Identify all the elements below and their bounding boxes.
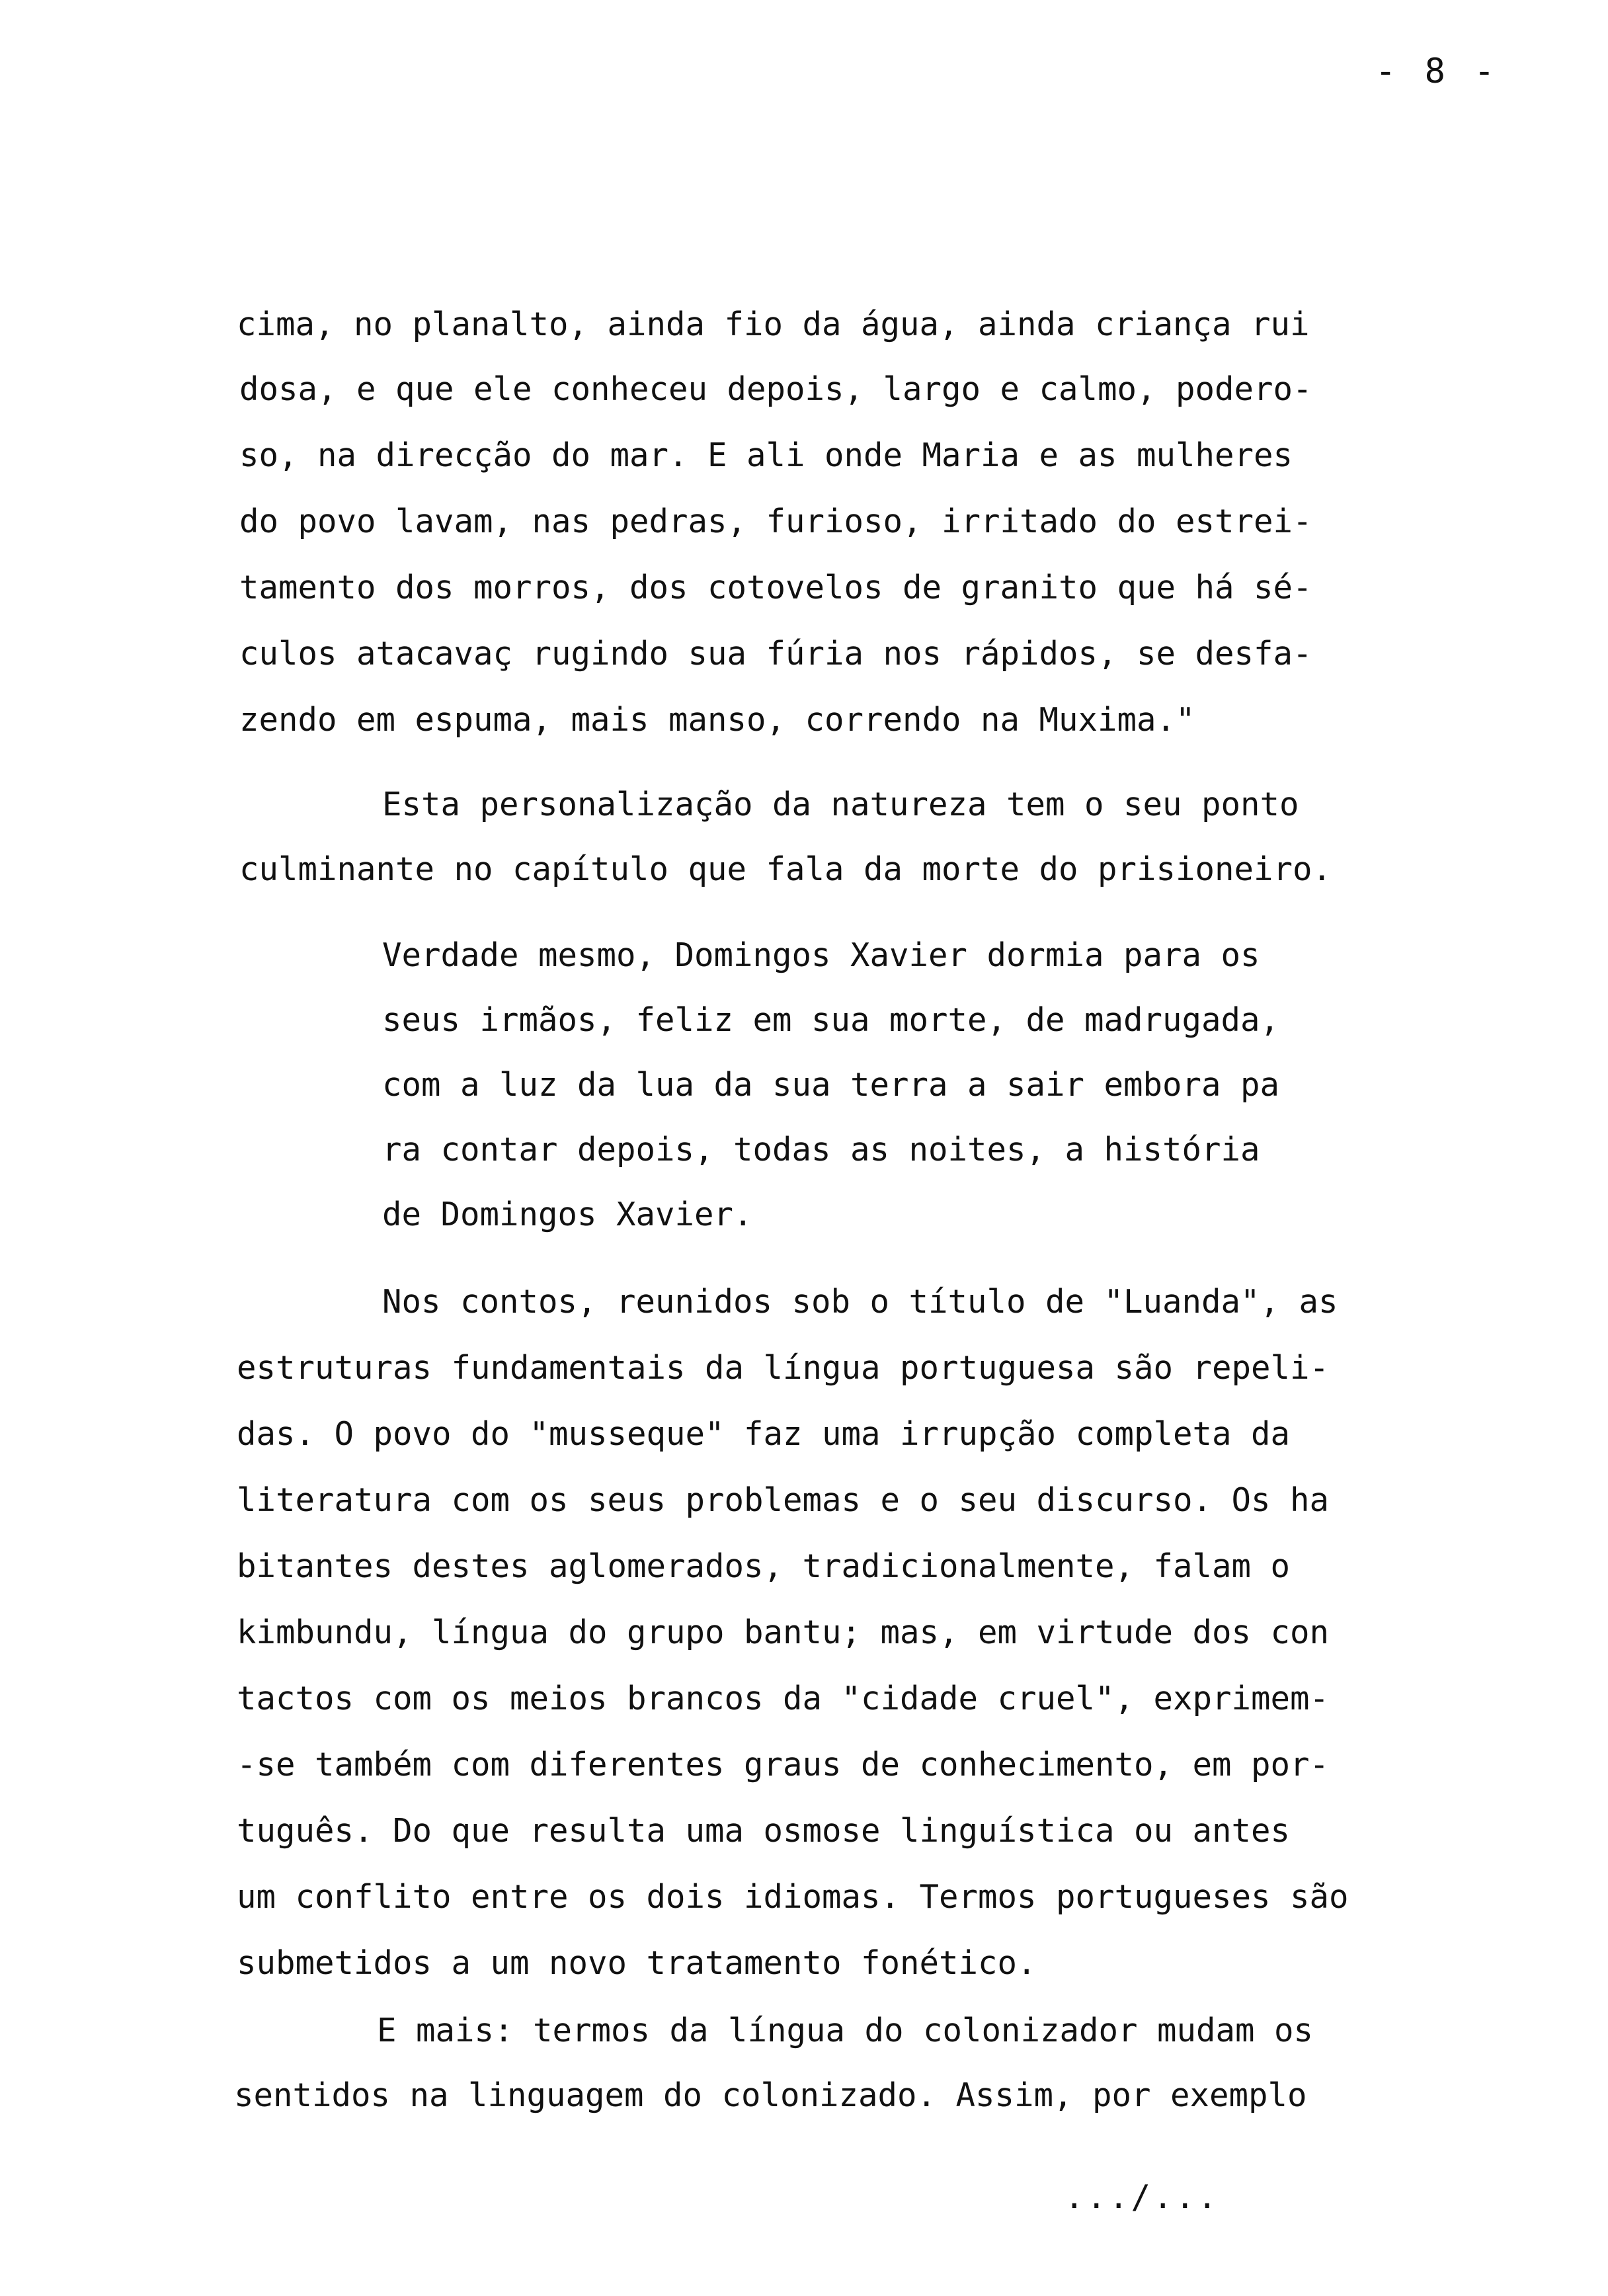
text-line: Esta personalização da natureza tem o seu ponto [382, 786, 1299, 823]
text-line: Nos contos, reunidos sob o título de "Luanda", as [382, 1283, 1338, 1321]
block-quote-line: ra contar depois, todas as noites, a história [382, 1131, 1260, 1168]
text-line: dosa, e que ele conheceu depois, largo e calmo, podero- [239, 370, 1312, 408]
text-line: bitantes destes aglomerados, tradicionalmente, falam o [237, 1547, 1291, 1585]
page-number: - 8 - [1375, 52, 1499, 91]
block-quote-line: de Domingos Xavier. [382, 1196, 753, 1233]
text-line: -se também com diferentes graus de conhecimento, em por- [237, 1746, 1330, 1784]
text-line: das. O povo do "musseque" faz uma irrupção completa da [237, 1415, 1291, 1453]
block-quote-line: com a luz da lua da sua terra a sair embora pa [382, 1066, 1280, 1104]
block-quote-line: seus irmãos, feliz em sua morte, de madrugada, [382, 1001, 1280, 1039]
text-line: culminante no capítulo que fala da morte do prisioneiro. [239, 850, 1332, 888]
text-line: literatura com os seus problemas e o seu discurso. Os ha [237, 1481, 1330, 1519]
text-line: submetidos a um novo tratamento fonético. [237, 1944, 1037, 1982]
text-line: E mais: termos da língua do colonizador mudam os [377, 2012, 1314, 2049]
text-line: cima, no planalto, ainda fio da água, ainda criança rui [237, 306, 1310, 343]
block-quote-line: Verdade mesmo, Domingos Xavier dormia para os [382, 936, 1260, 974]
text-line: do povo lavam, nas pedras, furioso, irritado do estrei- [239, 503, 1312, 540]
text-line: tuguês. Do que resulta uma osmose linguística ou antes [237, 1812, 1291, 1850]
text-line: kimbundu, língua do grupo bantu; mas, em virtude dos con [237, 1614, 1330, 1651]
text-line: tactos com os meios brancos da "cidade cruel", exprimem- [237, 1680, 1330, 1717]
text-line: zendo em espuma, mais manso, correndo na Muxima." [239, 701, 1195, 739]
continuation-mark: .../... [1065, 2178, 1220, 2216]
text-line: tamento dos morros, dos cotovelos de granito que há sé- [239, 569, 1312, 606]
text-line: sentidos na linguagem do colonizado. Assim, por exemplo [234, 2076, 1307, 2114]
text-line: estruturas fundamentais da língua portuguesa são repeli- [237, 1349, 1330, 1387]
text-line: so, na direcção do mar. E ali onde Maria e as mulheres [239, 436, 1293, 474]
text-line: um conflito entre os dois idiomas. Termos portugueses são [237, 1878, 1349, 1916]
text-line: culos atacavaç rugindo sua fúria nos rápidos, se desfa- [239, 635, 1312, 673]
